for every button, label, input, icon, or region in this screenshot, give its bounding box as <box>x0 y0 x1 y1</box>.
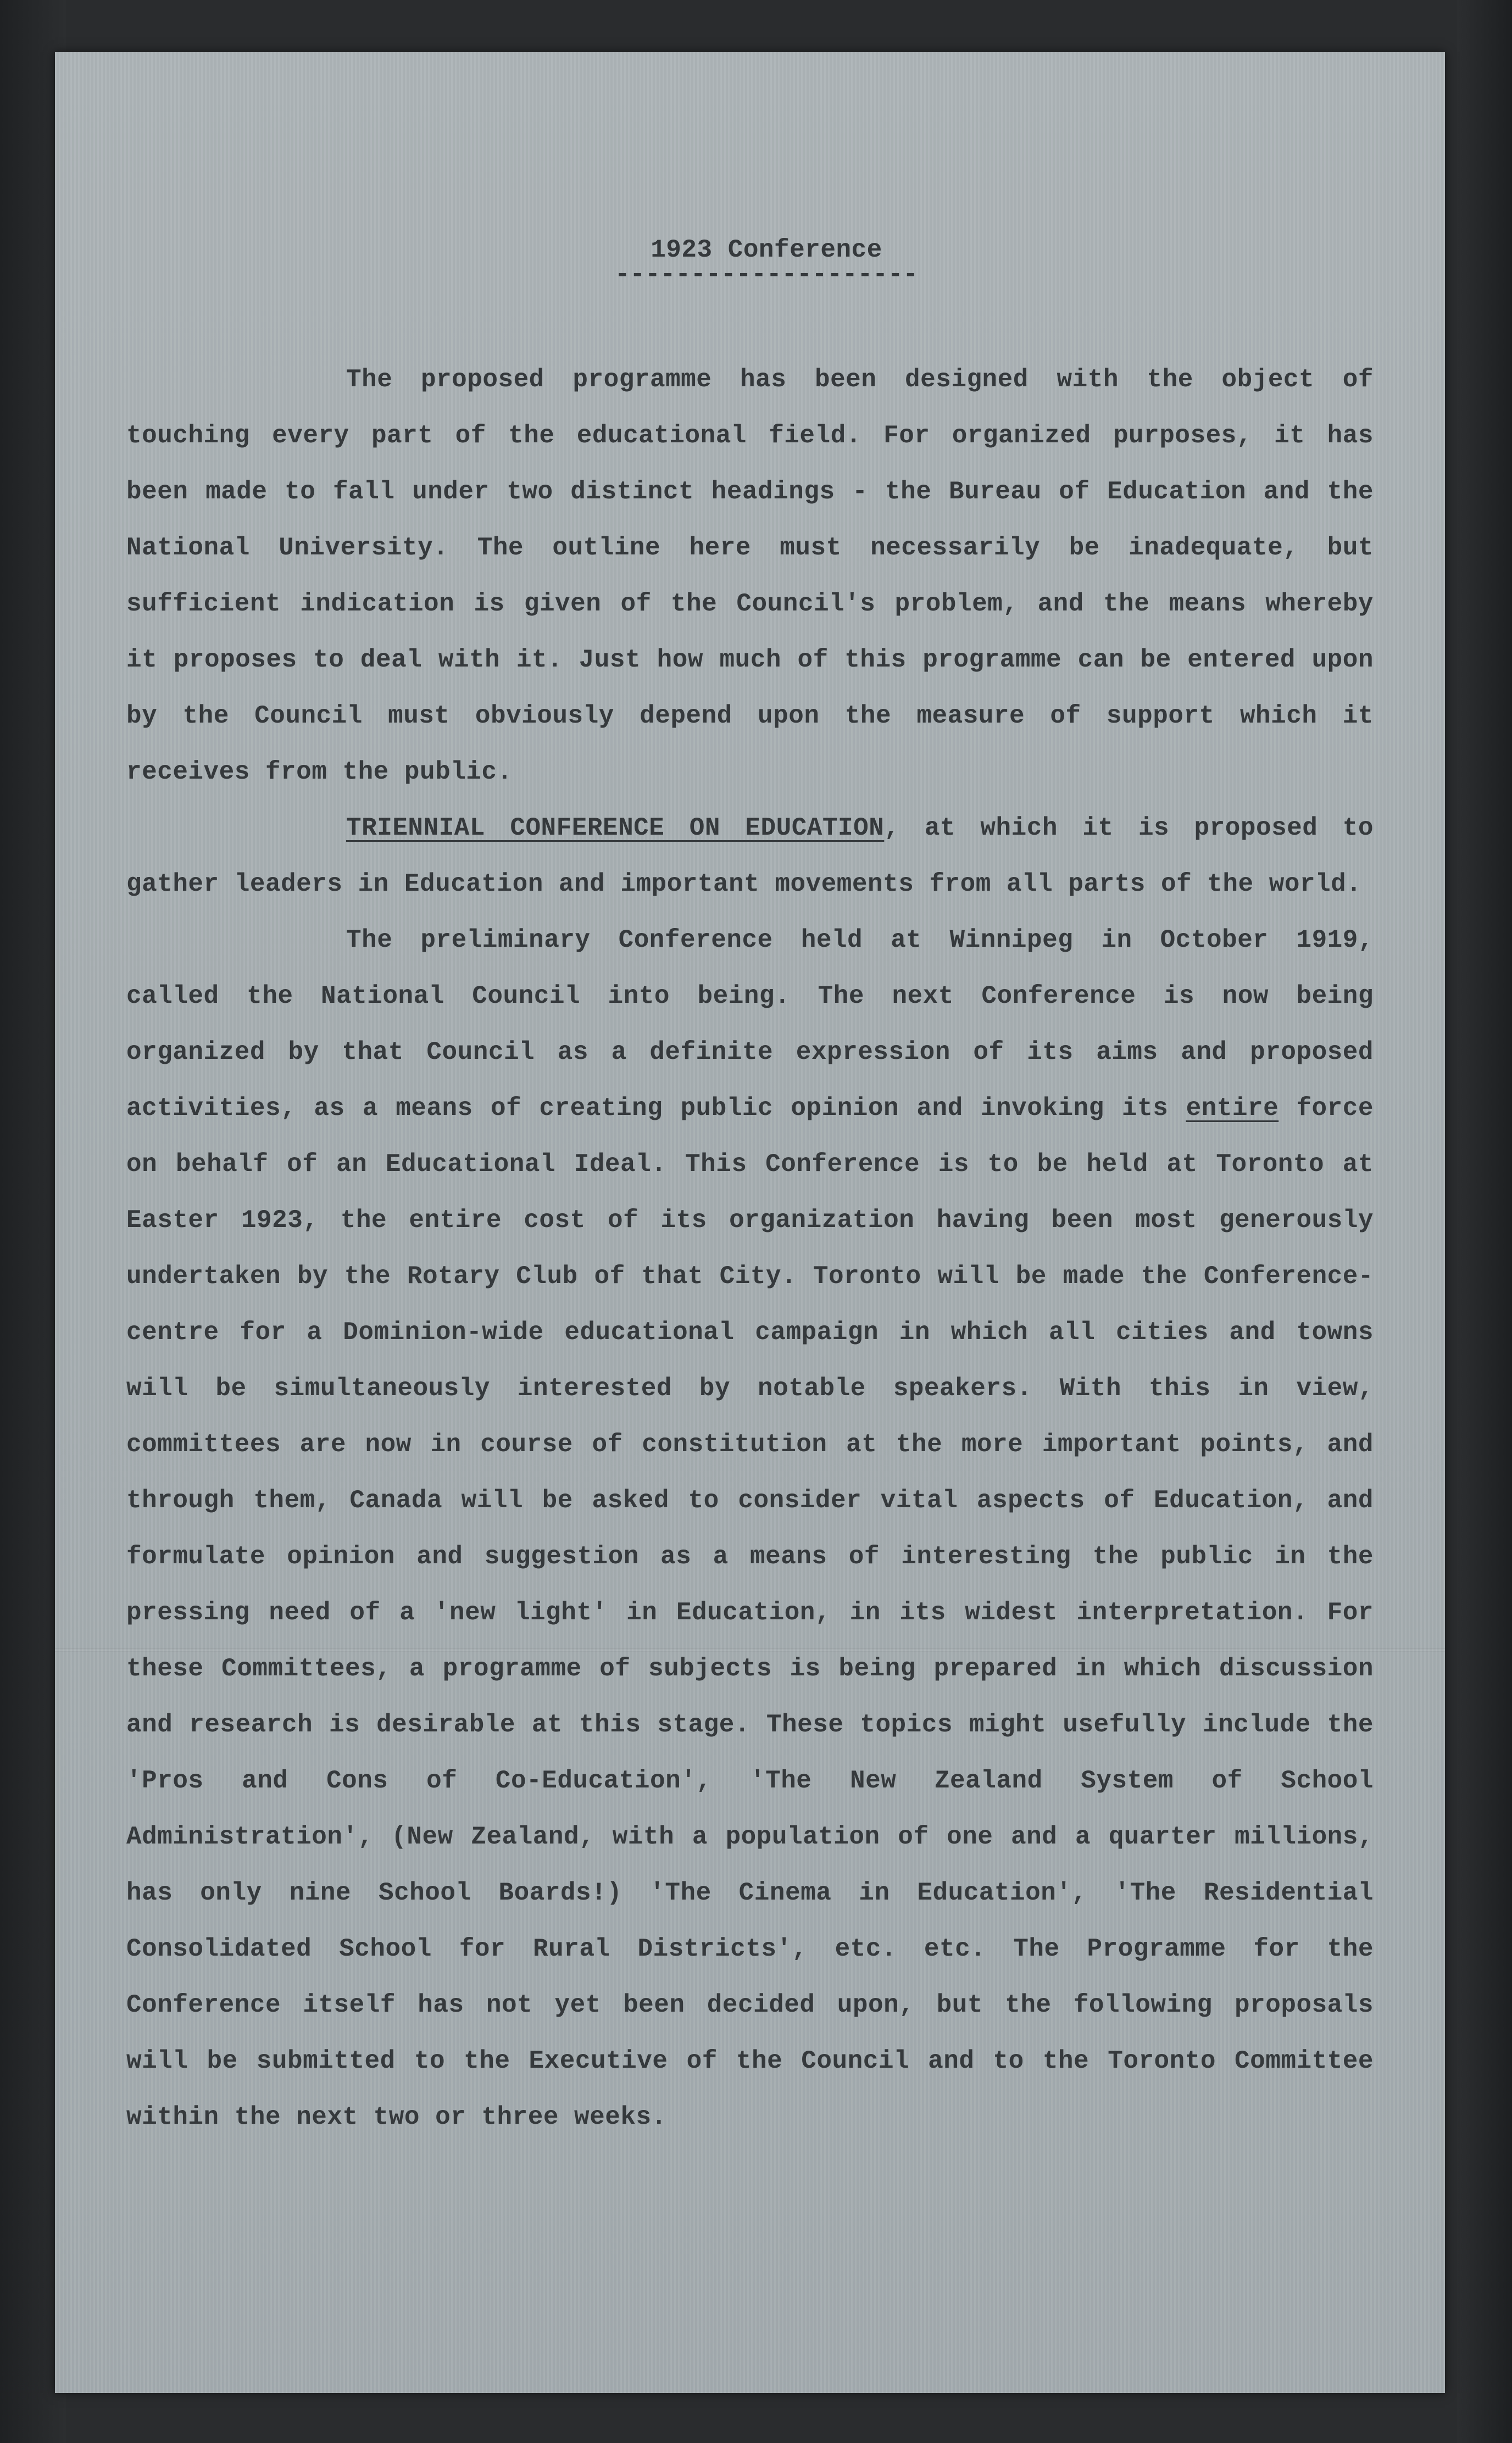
intro-paragraph: The proposed programme has been designed with the object of touching every part of the educational field. For organized purposes, it has been made to fall under two distinct headings - the Bureau of Education and the National University. The outline here must necessarily be inadequate, but sufficient indication is given of the Council's problem, and the means whereby it proposes to deal with it. Just how much of this programme can be entered upon by the Council must obviously depend upon the measure of support which it receives from the public. <box>126 365 1374 786</box>
triennial-text: , at which it is proposed to gather leaders in Education and important movements from all parts of the world. <box>126 814 1374 898</box>
triennial-heading: TRIENNIAL CONFERENCE ON EDUCATION <box>346 814 885 842</box>
emphasis-entire: entire <box>1186 1094 1279 1123</box>
conference-text-part2: force on behalf of an Educational Ideal. This Conference is to be held at Toronto at Easter 1923, the entire cost of its organization having been most generously undertaken by the Rotary Club of that City. Toronto will be made the Conference-centre for a Dominion-wide educational campaign in which all cities and towns will be simultaneously interested by notable speakers. With this in view, committees are now in course of constitution at the more important points, and through them, Canada will be asked to consider vital aspects of Education, and formulate opinion and suggestion as a means of interesting the public in the pressing need of a 'new light' in Education, in its widest interpretation. For these Committees, a programme of subjects is being prepared in which discussion and research is desirable at this stage. These topics might usefully include the 'Pros and Cons of Co-Education', 'The New Zealand System of School Administration', (New Zealand, with a population of one and a quarter millions, has only nine School Boards!) 'The Cinema in Education', 'The Residential Consolidated School for Rural Districts', etc. etc. The Programme for the Conference itself has not yet been decided upon, but the following proposals will be submitted to the Executive of the Council and to the Toronto Committee within the next two or three weeks. <box>126 1094 1374 2131</box>
scan-backdrop-right <box>1457 0 1512 2443</box>
document-sheet <box>55 52 1445 2393</box>
conference-text-part1: The preliminary Conference held at Winnipeg in October 1919, called the National Council into being. The next Conference is now being organized by that Council as a definite expression of its aims and proposed activities, as a means of creating public opinion and invoking its <box>126 926 1374 1123</box>
conference-paragraph <box>126 912 1374 2145</box>
triennial-paragraph <box>126 800 1374 912</box>
title-underline-rule: -------------------- <box>614 260 919 289</box>
document-title: 1923 Conference <box>651 236 882 264</box>
document-body <box>126 234 1374 2145</box>
